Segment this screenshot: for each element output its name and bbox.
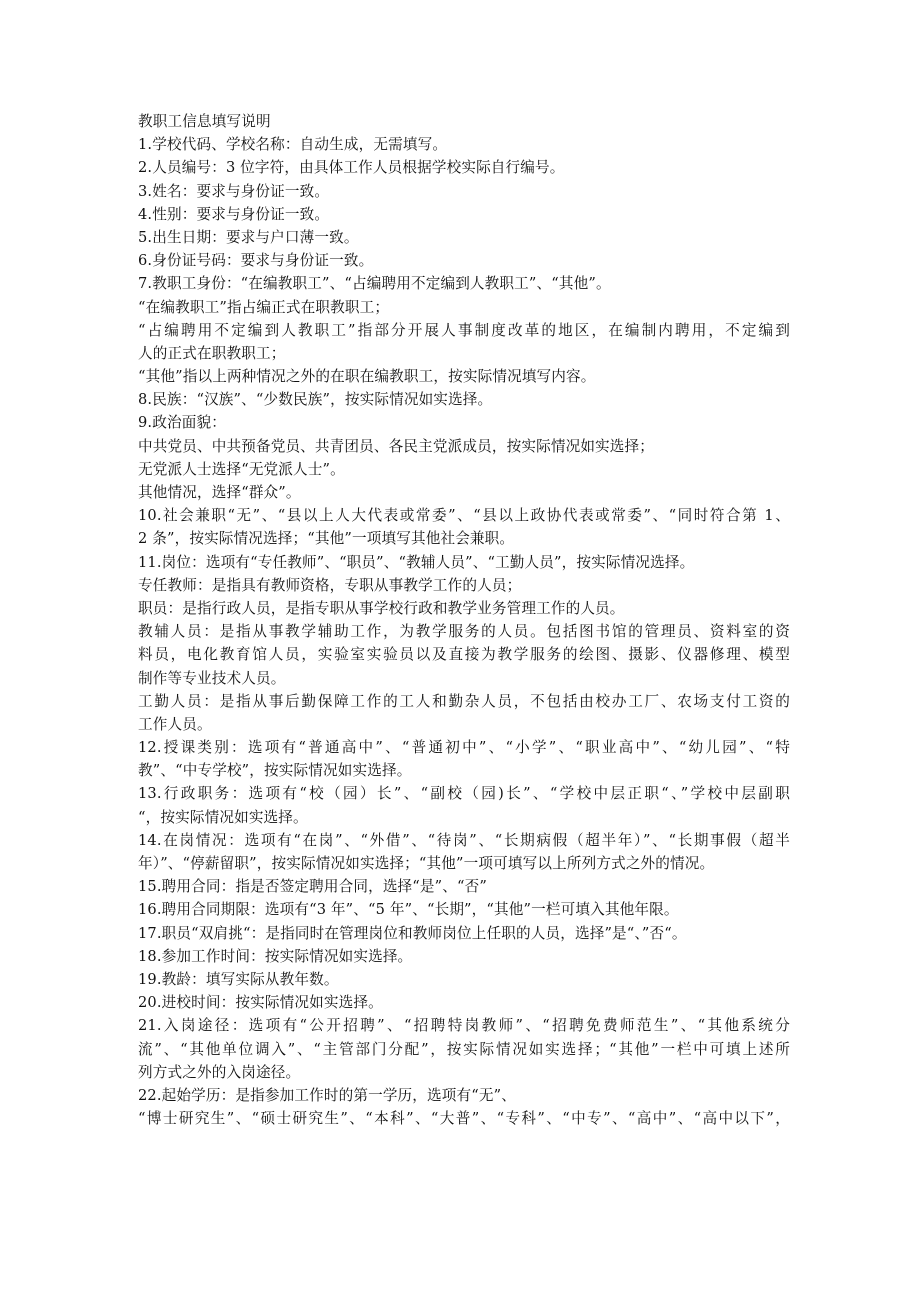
text-line: 6.身份证号码：要求与身份证一致。 [138,252,374,270]
text-line: 16.聘用合同期限：选项有“3 年”、“5 年”、“长期”，“其他”一栏可填入其他年限。 [138,901,679,919]
text-line: “博士研究生”、“硕士研究生”、“本科”、“大普”、“专科”、“中专”、“高中”、“高中以下”， [138,1110,790,1128]
text-line: “，按实际情况如实选择。 [138,808,308,826]
text-line: 7.教职工身份：“在编教职工”、“占编聘用不定编到人教职工”、“其他”。 [138,275,611,293]
text-line: 年）”、“停薪留职”，按实际情况如实选择；“其他”一项可填写以上所列方式之外的情况。 [138,855,715,872]
text-line: 列方式之外的入岗途径。 [138,1063,301,1081]
text-line: 制作等专业技术人员。 [138,669,286,687]
document-title: 教职工信息填写说明 [138,113,271,130]
text-line: 13.行政职务：选项有“校（园）长”、“副校（园)长”、“学校中层正职“、”学校中层副职 [138,785,790,803]
text-line: “在编教职工”指占编正式在职教职工； [138,298,390,316]
text-line: 5.出生日期：要求与户口薄一致。 [138,228,359,246]
text-line: 11.岗位：选项有“专任教师”、“职员”、“教辅人员”、“工勤人员”，按实际情况选择。 [138,553,695,571]
text-line: 21.入岗途径：选项有“公开招聘”、“招聘特岗教师”、“招聘免费师范生”、“其他系统分 [138,1017,790,1035]
text-line: “其他”指以上两种情况之外的在职在编教职工，按实际情况填写内容。 [138,368,596,386]
text-line: 工作人员。 [138,715,212,733]
text-line: 9.政治面貌： [138,414,226,432]
text-line: 教”、“中专学校”，按实际情况如实选择。 [138,762,412,780]
text-line: 无党派人士选择“无党派人士”。 [138,460,345,478]
text-line: 流”、“其他单位调入”、“主管部门分配”，按实际情况如实选择；“其他”一栏中可填上述所 [138,1040,790,1058]
text-line: 19.教龄：填写实际从教年数。 [138,970,339,988]
text-line: 14.在岗情况：选项有“在岗”、“外借”、“待岗”、“长期病假（超半年）”、“长期事假（超半 [138,831,790,849]
text-line: 4.性别：要求与身份证一致。 [138,205,330,223]
text-line: 料员，电化教育馆人员，实验室实验员以及直接为教学服务的绘图、摄影、仪器修理、模型 [138,646,790,664]
text-line: 2 条”，按实际情况选择；“其他”一项填写其他社会兼职。 [138,530,515,548]
text-line: 其他情况，选择“群众”。 [138,484,301,501]
document-page [138,110,790,1130]
text-line: 教辅人员：是指从事教学辅助工作，为教学服务的人员。包括图书馆的管理员、资料室的资 [138,623,790,641]
text-line: 22.起始学历：是指参加工作时的第一学历，选项有“无”、 [138,1086,516,1104]
text-line: 人的正式在职教职工； [138,344,286,362]
text-line: 3.姓名：要求与身份证一致。 [138,182,330,200]
text-line: 17.职员“双肩挑“：是指同时在管理岗位和教师岗位上任职的人员，选择”是“、”否“。 [138,924,687,942]
text-line: 15.聘用合同：指是否签定聘用合同，选择“是”、“否” [138,878,487,896]
text-line: 职员：是指行政人员，是指专职从事学校行政和教学业务管理工作的人员。 [138,599,625,617]
text-line: 12.授课类别：选项有“普通高中”、“普通初中”、“小学”、“职业高中”、“幼儿园”、“特 [138,739,790,757]
text-line: 8.民族：“汉族”、“少数民族”，按实际情况如实选择。 [138,391,493,409]
text-line: 18.参加工作时间：按实际情况如实选择。 [138,947,413,965]
text-line: 工勤人员：是指从事后勤保障工作的工人和勤杂人员，不包括由校办工厂、农场支付工资的 [138,692,790,710]
text-line: 10.社会兼职“无”、“县以上人大代表或常委”、“县以上政协代表或常委”、“同时符合第 1、 [138,507,790,525]
text-line: 2.人员编号：3 位字符，由具体工作人员根据学校实际自行编号。 [138,159,565,177]
text-line: “占编聘用不定编到人教职工”指部分开展人事制度改革的地区，在编制内聘用，不定编到 [138,321,790,339]
text-line: 1.学校代码、学校名称：自动生成，无需填写。 [138,136,448,154]
text-line: 专任教师：是指具有教师资格，专职从事教学工作的人员； [138,576,522,594]
text-line: 20.进校时间：按实际情况如实选择。 [138,994,383,1012]
text-line: 中共党员、中共预备党员、共青团员、各民主党派成员，按实际情况如实选择； [138,437,655,455]
